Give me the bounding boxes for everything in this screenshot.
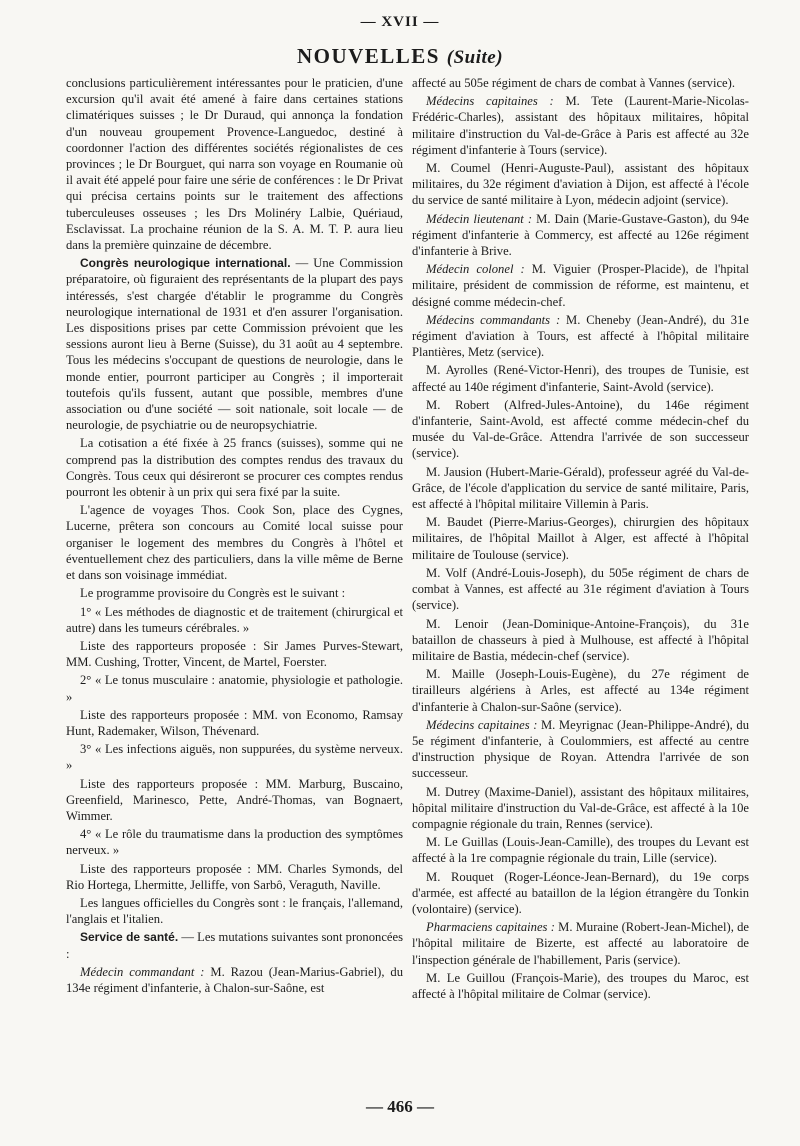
paragraph: M. Rouquet (Roger-Léonce-Jean-Bernard), du 19e corps d'armée, est affecté au bataillon de la légion étrangère du Tonkin (volontaire) (service). [412, 869, 749, 916]
paragraph: M. Lenoir (Jean-Dominique-Antoine-François), du 31e bataillon de chasseurs à pied à Mulhouse, est affecté à l'hôpital militaire de Bastia, médecin-chef (service). [412, 616, 749, 663]
paragraph [412, 717, 749, 782]
rubric-heading: Service de santé. [80, 930, 179, 945]
paragraph [412, 93, 749, 158]
paragraph [412, 919, 749, 968]
paragraph-text: M. Viguier (Prosper-Placide), de l'hpital militaire, président de commission de réforme, est maintenu, et désigné comme médecin-chef. [412, 262, 749, 309]
rank-label: Médecin lieutenant : [426, 211, 533, 226]
left-column [66, 75, 403, 998]
section-title [0, 44, 800, 69]
paragraph: 4° « Le rôle du traumatisme dans la production des symptômes nerveux. » [66, 827, 403, 858]
paragraph: 1° « Les méthodes de diagnostic et de traitement (chirurgical et autre) dans les tumeurs cérébrales. » [66, 604, 403, 635]
paragraph: Les langues officielles du Congrès sont : le français, l'allemand, l'anglais et l'italien. [66, 895, 403, 927]
paragraph: Liste des rapporteurs proposée : MM. Marburg, Buscaino, Greenfield, Marinesco, Pette, André-Thomas, van Bognaert, Wimmer. [66, 776, 403, 823]
paragraph-text: M. Muraine (Robert-Jean-Michel), de l'hôpital militaire de Bizerte, est affecté au laboratoire de l'inspection générale de l'habillement, Paris (service). [412, 920, 749, 967]
paragraph: M. Coumel (Henri-Auguste-Paul), assistant des hôpitaux militaires, du 32e régiment d'aviation à Dijon, est affecté à l'école du service de santé militaire à Lyon, médecin adjoint (service). [412, 161, 749, 208]
paragraph: Liste des rapporteurs proposée : MM. Charles Symonds, del Rio Hortega, Lhermitte, Jelliffe, von Sarbô, Veraguth, Naville. [66, 861, 403, 892]
rank-label: Médecin colonel : [426, 262, 525, 277]
paragraph: M. Robert (Alfred-Jules-Antoine), du 146e régiment d'infanterie, Saint-Avold, est affecté comme médecin-chef du musée du Val-de-Grâce. Attendra l'arrivée de son successeur (service). [412, 397, 749, 461]
paragraph: M. Baudet (Pierre-Marius-Georges), chirurgien des hôpitaux militaires, de l'hôpital Maillot à Alger, est affecté à l'hôpital militaire de Toulouse (service). [412, 515, 749, 562]
right-column [412, 75, 749, 1004]
paragraph-text: — Les mutations suivantes sont prononcées : [66, 930, 403, 961]
paragraph: La cotisation a été fixée à 25 francs (suisses), somme qui ne comprend pas la distribution des comptes rendus des travaux du Congrès. Tous ceux qui désireront se procurer ces comptes rendus pourront les obtenir à un prix qui sera fixé par la suite. [66, 436, 403, 500]
paragraph-text: M. Meyrignac (Jean-Philippe-André), du 5e régiment d'infanterie, à Coulommiers, est affecté au centre d'instruction physique de Royan. Attendra l'arrivée de son successeur. [412, 717, 749, 781]
paragraph-text: — Une Commission préparatoire, où figuraient des représentants de la plupart des pays intéressés, s'est chargée d'établir le programme du Congrès neurologique international de 1931 et d'en assurer l'organisation. Les dispositions prises par cette Commission prévoient que les sessions auront lieu à Berne (Suisse), du 31 août au 4 septembre. Tous les médecins s'occupant de questions de neurologie, dans le monde entier, pourront participer au Congrès ; il importerait toutefois qu'ils fussent, autant que possible, membres d'une association ou d'une société — soit nationale, soit locale — de neurologie, de psychiatrie ou de neuropsychiatrie. [66, 256, 403, 433]
paragraph-text: M. Cheneby (Jean-André), du 31e régiment d'aviation à Tours, est affecté à l'hôpital militaire Plantières, Metz (service). [412, 312, 749, 360]
paragraph: Le programme provisoire du Congrès est le suivant : [80, 586, 346, 601]
paragraph: conclusions particulièrement intéressantes pour le praticien, d'une excursion qu'il avait été amené à faire dans certaines stations climatériques suisses ; le Dr Duraud, qui annonça la fondation d'un nouveau groupement Provence-Languedoc, destiné à coordonner l'action des différentes sociétés régionalistes de ces provinces ; le Dr Bourguet, qui narra son voyage en Roumanie où il avait été appelé pour faire une série de conférences : le Dr Privat qui précisa certains points sur le traitement des affections tuberculeuses osseuses ; les Drs Molinéry Lalbie, Quériaud, Esclavissat. La prochaine réunion de la S. A. M. T. P. aura lieu dans la première quinzaine de décembre. [66, 76, 403, 253]
rank-label: Pharmaciens capitaines : [426, 920, 555, 935]
section-title-main: NOUVELLES [296, 44, 440, 68]
paragraph: M. Dutrey (Maxime-Daniel), assistant des hôpitaux militaires, hôpital militaire d'instruction du Val-de-Grâce, est affecté à la 10e compagnie régionale du train, Rennes (service). [412, 784, 749, 831]
paragraph: M. Maille (Joseph-Louis-Eugène), du 27e régiment de tirailleurs algériens à Arles, est affecté au 134e régiment d'infanterie à Chalon-sur-Saône (service). [412, 667, 749, 714]
rank-label: Médecin commandant : [80, 964, 205, 979]
paragraph: Liste des rapporteurs proposée : Sir James Purves-Stewart, MM. Cushing, Trotter, Vincent, de Martel, Foerster. [66, 638, 403, 670]
paragraph-text: M. Razou (Jean-Marius-Gabriel), du 134e régiment d'infanterie, à Chalon-sur-Saône, est [66, 964, 403, 995]
paragraph [412, 211, 749, 260]
rank-label: Médecins commandants : [426, 312, 561, 327]
paragraph [66, 929, 403, 961]
rank-label: Médecins capitaines : [426, 94, 554, 109]
paragraph: M. Le Guillou (François-Marie), des troupes du Maroc, est affecté à l'hôpital militaire de Colmar (service). [412, 970, 749, 1001]
paragraph: M. Jausion (Hubert-Marie-Gérald), professeur agréé du Val-de-Grâce, de l'école d'application du service de santé militaire, Paris, est affecté à l'hôpital militaire Villemin à Paris. [412, 464, 749, 512]
paragraph: M. Le Guillas (Louis-Jean-Camille), des troupes du Levant est affecté à la 1re compagnie régionale du train, Lille (service). [412, 835, 749, 866]
paragraph [412, 261, 749, 310]
section-title-suffix: (Suite) [446, 47, 504, 68]
paragraph-text: M. Tete (Laurent-Marie-Nicolas-Frédéric-Charles), assistant des hôpitaux militaires, hôpital militaire d'instruction du Val-de-Grâce à Paris est affecté au 32e régiment d'infanterie à Tours (service). [412, 94, 750, 157]
paragraph: M. Ayrolles (René-Victor-Henri), des troupes de Tunisie, est affecté au 140e régiment d'infanterie, Saint-Avold (service). [412, 363, 749, 394]
paragraph [66, 255, 403, 433]
roman-folio: — XVII — [360, 14, 440, 30]
rubric-heading: Congrès neurologique international. [80, 256, 291, 271]
paragraph: affecté au 505e régiment de chars de combat à Vannes (service). [412, 76, 735, 90]
rank-label: Médecins capitaines : [426, 717, 538, 732]
paragraph: L'agence de voyages Thos. Cook Son, place des Cygnes, Lucerne, prêtera son concours au Comité local suisse pour organiser le logement des membres du Congrès à l'hôtel et éventuellement chez des particuliers, dans la ville même de Berne et dans son voisinage immédiat. [66, 503, 403, 583]
paragraph: 2° « Le tonus musculaire : anatomie, physiologie et pathologie. » [66, 673, 403, 704]
paragraph: 3° « Les infections aiguës, non suppurées, du système nerveux. » [66, 742, 403, 773]
paragraph: M. Volf (André-Louis-Joseph), du 505e régiment de chars de combat à Vannes, est affecté au 31e régiment d'aviation à Tours (service). [412, 565, 749, 613]
paragraph [412, 312, 749, 361]
paragraph [66, 964, 403, 996]
page-number: — 466 — [366, 1097, 434, 1116]
paragraph-text: M. Dain (Marie-Gustave-Gaston), du 94e régiment d'infanterie à Commercy, est affecté au 126e régiment d'infanterie à Brive. [412, 211, 749, 259]
paragraph: Liste des rapporteurs proposée : MM. von Economo, Ramsay Hunt, Rademaker, Wilson, Thévenard. [66, 707, 403, 738]
